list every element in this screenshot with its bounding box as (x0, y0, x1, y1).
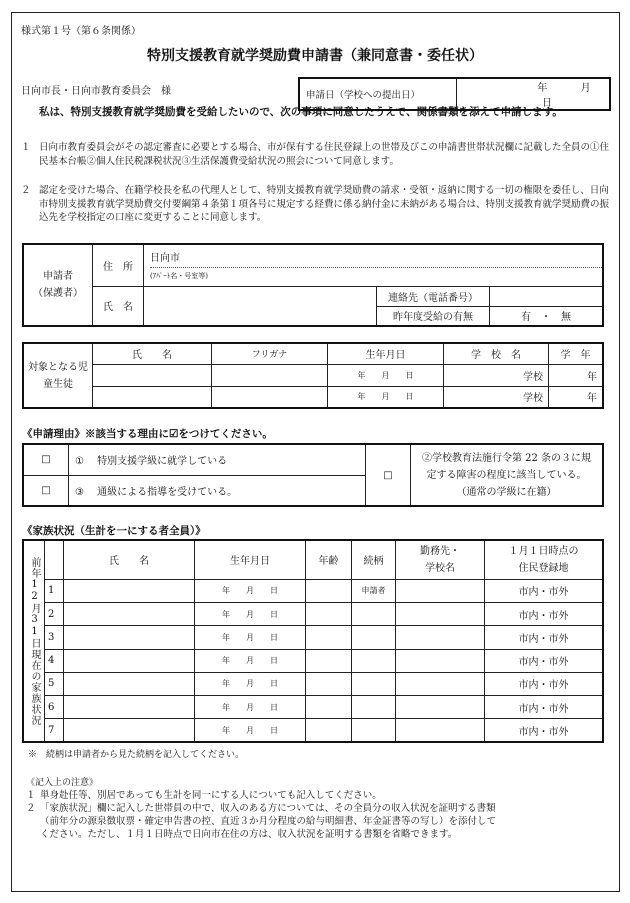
family-work-field[interactable] (396, 672, 485, 695)
family-birth-field[interactable]: 年 月 日 (195, 579, 306, 602)
family-table (22, 539, 604, 743)
note-1 (26, 789, 611, 802)
note-1-text: 単身赴任等、別居であっても生計を同一にする人についても記入してください。 (40, 790, 382, 801)
reason-option-3-text: 通級による指導を受けている。 (97, 486, 238, 498)
contact-label: 連絡先（電話番号） (377, 286, 490, 306)
table-row (23, 626, 603, 649)
note-2-line1: 「家族状況」欄に記入した世帯員の中で、収入のある方については、その全員分の収入状況を証明する書類 (40, 803, 496, 814)
family-work-field[interactable] (396, 649, 485, 672)
student-birth-field[interactable]: 年 月 日 (328, 364, 444, 386)
family-relation-field[interactable] (352, 695, 396, 718)
reason-option-1-num: ① (75, 456, 84, 468)
students-label: 対象となる児童生徒 (23, 343, 93, 408)
reason-option-1 (69, 444, 366, 475)
table-row (23, 672, 603, 695)
family-registration-choice[interactable]: 市内・市外 (485, 603, 604, 626)
students-header-grade: 学 年 (549, 343, 604, 364)
student-furigana-field[interactable] (212, 386, 328, 408)
family-relation-field[interactable]: 申請者 (352, 579, 396, 602)
applicant-table (22, 243, 604, 327)
contact-field[interactable] (490, 286, 604, 306)
applicant-label-sub: （保護者） (33, 288, 83, 299)
reason-option-1-text: 特別支援学級に就学している (97, 456, 228, 468)
family-name-field[interactable] (64, 579, 195, 602)
family-row-number: 6 (45, 695, 64, 718)
family-relation-field[interactable] (352, 672, 396, 695)
reason-checkbox-3[interactable]: □ (23, 475, 69, 506)
family-birth-field[interactable]: 年 月 日 (195, 603, 306, 626)
addressee: 日向市長・日向市教育委員会 様 (21, 86, 171, 97)
family-header-reg-line1: １月１日時点の (508, 545, 579, 557)
family-work-field[interactable] (396, 579, 485, 602)
family-relation-field[interactable] (352, 719, 396, 742)
family-registration-choice[interactable]: 市内・市外 (485, 579, 604, 602)
note-2-line3: ください。ただし、１月１日時点で日向市在住の方は、収入状況を証明する書類を省略できます。 (40, 829, 458, 840)
family-work-field[interactable] (396, 695, 485, 718)
item1-text: 日向市教育委員会がその認定審査に必要とする場合、市が保有する住民登録上の世帯及びこの申請書世帯状況欄に記載した全員の①住民基本台帳②個人住民税課税状況③生活保護費受給状況の照会について同意します。 (39, 142, 610, 167)
family-heading: 《家族状況（生計を一にする者全員）》 (22, 525, 206, 537)
family-header-no (45, 540, 64, 579)
family-row-number: 4 (45, 649, 64, 672)
address-field[interactable] (144, 244, 604, 286)
family-header-age: 年齢 (306, 540, 352, 579)
reason-heading: 《申請理由》※該当する理由に☑をつけてください。 (22, 428, 273, 440)
city-text: 日向市 (150, 253, 180, 264)
applicant-label: 申請者 (43, 271, 73, 282)
last-year-choice[interactable]: 有 ・ 無 (490, 306, 604, 326)
student-birth-field[interactable]: 年 月 日 (328, 386, 444, 408)
students-header-birth: 生年月日 (328, 343, 444, 364)
student-name-field[interactable] (93, 386, 212, 408)
family-side-label-cell (23, 540, 45, 742)
last-year-label: 昨年度受給の有無 (377, 306, 490, 326)
note-2-line2: （前年分の源泉徴収票・確定申告書の控、直近３か月分程度の給与明細書、年金証書等の写し）を添付して (40, 816, 497, 827)
family-header-work (396, 540, 485, 579)
family-name-field[interactable] (64, 672, 195, 695)
family-header-work-line2: 学校名 (425, 562, 455, 574)
student-name-field[interactable] (93, 364, 212, 386)
reason-table (22, 443, 604, 507)
family-registration-choice[interactable]: 市内・市外 (485, 626, 604, 649)
family-age-field[interactable] (306, 603, 352, 626)
applicant-label-cell (23, 244, 93, 326)
reason-option-2-line1: ②学校教育法施行令第 22 条の３に規 (421, 452, 592, 464)
family-side-label: 前年12月31日現在の家族状況 (29, 556, 40, 726)
students-header-furigana: フリガナ (212, 343, 328, 364)
family-work-field[interactable] (396, 719, 485, 742)
page-title: 特別支援教育就学奨励費申請書（兼同意書・委任状） (147, 48, 483, 64)
family-relation-field[interactable] (352, 603, 396, 626)
item1-number: １ (21, 142, 31, 153)
family-row-number: 7 (45, 719, 64, 742)
family-age-field[interactable] (306, 695, 352, 718)
family-row-number: 2 (45, 603, 64, 626)
family-work-field[interactable] (396, 626, 485, 649)
applicant-name-field[interactable] (144, 286, 377, 326)
table-row (23, 603, 603, 626)
consent-statement: 私は、特別支援教育就学奨励費を受給したいので、次の事項に同意したうえで、関係書類を添えて申請します。 (39, 106, 563, 118)
reason-option-2-line3: （通常の学級に在籍） (456, 486, 557, 498)
family-row-number: 1 (45, 579, 64, 602)
apartment-hint: (ｱﾊﾟｰﾄ名・号室等) (150, 267, 602, 281)
family-header-reg-line2: 住民登録地 (518, 562, 569, 574)
year-label: 年 (537, 83, 548, 94)
table-row (23, 649, 603, 672)
student-school-field[interactable]: 学校 (444, 364, 549, 386)
family-name-field[interactable] (64, 719, 195, 742)
family-age-field[interactable] (306, 719, 352, 742)
student-school-field[interactable]: 学校 (444, 386, 549, 408)
item2-number: ２ (21, 185, 31, 196)
student-grade-field[interactable]: 年 (549, 386, 604, 408)
student-grade-field[interactable]: 年 (549, 364, 604, 386)
item2-text: 認定を受けた場合、在籍学校長を私の代理人として、特別支援教育就学奨励費の請求・受領・返納に関する一切の権限を委任し、日向市特別支援教育就学奨励費交付要綱第４条第１項各号に規定する経費に係る納付金に未納がある場合は、特別支援教育就学奨励費の振込先を学校指定の口座に変更することに同意します。 (39, 185, 610, 223)
reason-option-3 (69, 475, 366, 506)
reason-checkbox-2[interactable]: □ (366, 444, 411, 506)
family-birth-field[interactable]: 年 月 日 (195, 626, 306, 649)
family-birth-field[interactable]: 年 月 日 (195, 672, 306, 695)
note-2-number: ２ (26, 803, 36, 814)
family-age-field[interactable] (306, 626, 352, 649)
family-registration-choice[interactable]: 市内・市外 (485, 672, 604, 695)
family-age-field[interactable] (306, 649, 352, 672)
table-row (23, 719, 603, 742)
relation-footnote: ※ 続柄は申請者から見た続柄を記入してください。 (28, 750, 245, 760)
consent-item-2 (21, 184, 611, 225)
students-table (22, 342, 604, 409)
reason-option-3-num: ③ (75, 486, 84, 498)
family-birth-field[interactable]: 年 月 日 (195, 695, 306, 718)
apply-date-label: 申請日（学校への提出日） (299, 78, 457, 110)
reason-option-2 (411, 444, 604, 506)
family-registration-choice[interactable]: 市内・市外 (485, 649, 604, 672)
table-row (23, 579, 603, 602)
reason-checkbox-1[interactable]: □ (23, 444, 69, 475)
family-header-work-line1: 勤務先・ (420, 545, 460, 557)
family-relation-field[interactable] (352, 649, 396, 672)
form-number: 様式第１号（第６条関係） (21, 26, 141, 37)
family-birth-field[interactable]: 年 月 日 (195, 649, 306, 672)
family-row-number: 3 (45, 626, 64, 649)
address-label: 住 所 (93, 244, 144, 286)
family-relation-field[interactable] (352, 626, 396, 649)
student-furigana-field[interactable] (212, 364, 328, 386)
note-1-number: １ (26, 790, 36, 801)
family-age-field[interactable] (306, 672, 352, 695)
family-registration-choice[interactable]: 市内・市外 (485, 719, 604, 742)
table-row (23, 695, 603, 718)
month-label: 月 (580, 83, 591, 94)
students-header-name: 氏 名 (93, 343, 212, 364)
family-row-number: 5 (45, 672, 64, 695)
family-birth-field[interactable]: 年 月 日 (195, 719, 306, 742)
family-name-field[interactable] (64, 603, 195, 626)
notes-heading: 《記入上の注意》 (26, 778, 99, 788)
note-2 (26, 802, 611, 841)
family-header-name: 氏 名 (64, 540, 195, 579)
family-header-relation: 続柄 (352, 540, 396, 579)
students-header-school: 学 校 名 (444, 343, 549, 364)
name-label: 氏 名 (93, 286, 144, 326)
consent-item-1 (21, 141, 611, 168)
family-name-field[interactable] (64, 695, 195, 718)
family-header-registration (485, 540, 604, 579)
family-registration-choice[interactable]: 市内・市外 (485, 695, 604, 718)
day-label: 日 (542, 98, 552, 109)
family-name-field[interactable] (64, 649, 195, 672)
family-header-birth: 生年月日 (195, 540, 306, 579)
family-name-field[interactable] (64, 626, 195, 649)
family-work-field[interactable] (396, 603, 485, 626)
reason-option-2-line2: 定する障害の程度に該当している。 (426, 469, 587, 481)
family-age-field[interactable] (306, 579, 352, 602)
